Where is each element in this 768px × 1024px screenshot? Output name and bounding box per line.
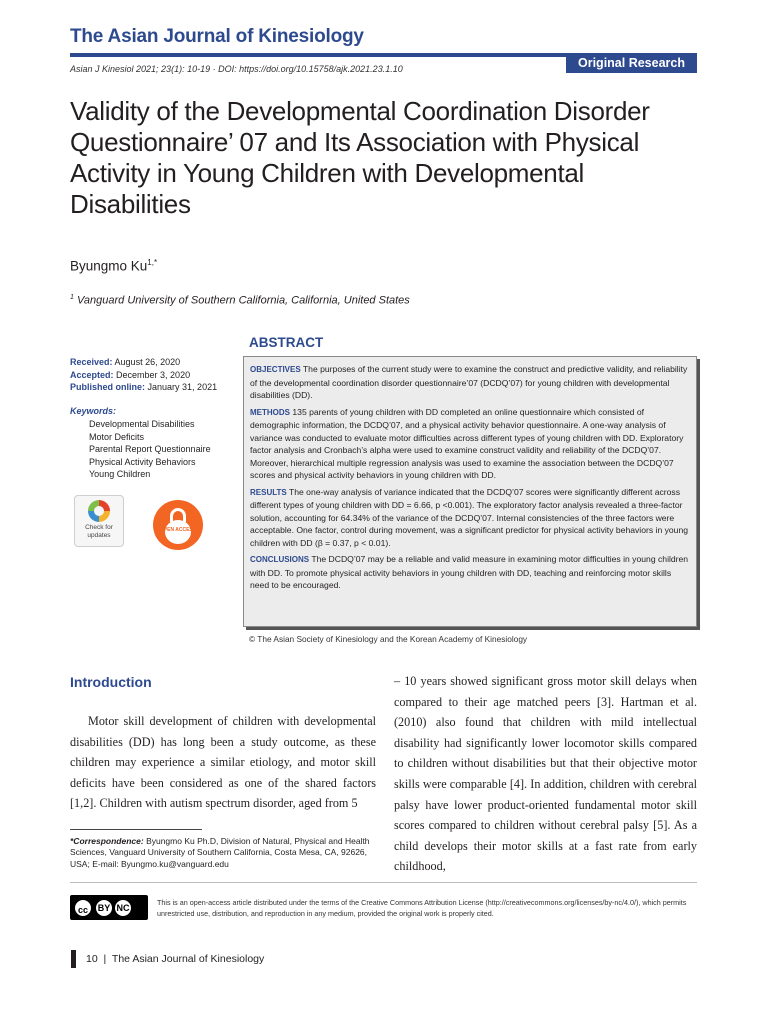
citation-line[interactable]: Asian J Kinesiol 2021; 23(1): 10-19 · DOI: https://doi.org/10.15758/ajk.2021.23.1.10 xyxy=(70,64,403,74)
crossmark-icon xyxy=(88,500,110,522)
keywords-list xyxy=(89,418,211,481)
article-dates xyxy=(70,356,217,394)
nc-icon: NC xyxy=(115,900,131,916)
check-for-updates-button[interactable] xyxy=(74,495,124,547)
open-access-icon xyxy=(153,500,203,550)
license-rule xyxy=(70,882,697,883)
keywords-heading: Keywords: xyxy=(70,406,117,416)
page-footer: 10 | The Asian Journal of Kinesiology xyxy=(86,953,265,965)
journal-name: The Asian Journal of Kinesiology xyxy=(70,26,364,47)
abstract-objectives: OBJECTIVES The purposes of the current study were to examine the construct and predictive validity, and reliability of the developmental coordination disorder questionnaire’07 (DCDQ’07) for young children with developmental disabilities (DD). xyxy=(250,364,688,400)
footer-journal: The Asian Journal of Kinesiology xyxy=(111,953,265,965)
affiliation-sup: 1 xyxy=(70,294,74,301)
published-date: Published online: January 31, 2021 xyxy=(70,382,218,392)
affiliation xyxy=(70,294,410,307)
abstract-results: RESULTS The one-way analysis of variance indicated that the DCDQ’07 scores were significantly different across different types of young children with DD = 6.66, p <0.001). The exploratory factor analysis revealed a three-factor solution, accounting for 64.34% of the variance of the DCDQ’07. Internal consistencies of the three factors were acceptable. One factor, control during movement, was a significant predictor for physical activity behaviors in young children with DD (β = 0.37, p < 0.01). xyxy=(250,486,689,548)
abstract-methods: METHODS 135 parents of young children with DD completed an online questionnaire which consisted of demographic information, the DCDQ’07, and a physical activity behavior questionnaire. A one-way analysis of variance was conducted to evaluate motor difficulties across different types of young children with DD. Exploratory factor analysis and Cronbach’s alpha were used to examine construct validity and reliability of the DCDQ’07. Moreover, hierarchical multiple regression analysis was used to examine the association between the DCDQ’07 scores and physical activity behaviors in young children with DD. xyxy=(250,406,684,480)
abstract-box xyxy=(243,356,697,627)
abstract-heading: ABSTRACT xyxy=(249,335,324,350)
check-for-updates-label: Check for updates xyxy=(85,524,113,539)
article-title: Validity of the Developmental Coordination Disorder Questionnaire’ 07 and Its Association with Physical Activity in Young Children with Developmental Disabilities xyxy=(70,96,650,219)
by-icon: BY xyxy=(96,900,112,916)
open-access-label: OPEN ACCESS xyxy=(159,527,197,533)
keyword-item: Young Children xyxy=(89,469,151,480)
correspondence-footnote: *Correspondence: Byungmo Ku Ph.D, Division of Natural, Physical and Health Sciences, Vanguard University of Southern California, Costa Mesa, CA, 92626, USA; E-mail: Byungmo.ku@vanguard.edu xyxy=(70,836,370,869)
cc-by-nc-icon[interactable] xyxy=(70,895,148,920)
author-line xyxy=(70,258,157,274)
page-number: 10 xyxy=(86,953,98,965)
license-text: This is an open-access article distributed under the terms of the Creative Commons Attribution License (http://creativecommons.org/licenses/by-nc/4.0/), which permits unrestricted use, distribution, and reproduction in any medium, provided the original work is properly cited. xyxy=(157,898,687,918)
keyword-item: Physical Activity Behaviors xyxy=(89,456,196,467)
cc-icon: cc xyxy=(73,898,93,918)
body-column-left: Motor skill development of children with developmental disabilities (DD) has long been a study outcome, as these children may experience a similar etiology, and motor skill deficits have been considered as one of the shared factors [1,2]. Children with autism spectrum disorder, aged from 5 xyxy=(70,714,376,811)
keyword-item: Parental Report Questionnaire xyxy=(89,444,211,455)
footnote-rule xyxy=(70,829,202,830)
copyright-line: © The Asian Society of Kinesiology and the Korean Academy of Kinesiology xyxy=(249,634,528,644)
abstract-conclusions: CONCLUSIONS The DCDQ’07 may be a reliable and valid measure in examining motor difficulties in young children with DD. To promote physical activity behaviors in young children with DD, teaching and reinforcing motor skills need to be encouraged. xyxy=(250,554,689,590)
body-column-right: – 10 years showed significant gross motor skill delays when compared to their age matched peers [3]. Hartman et al. (2010) also found that children with mild intellectual disability had significantly lower locomotor skills compared to children without disabilities but that their objective motor skills were comparable [4]. In addition, children with cerebral palsy have lower product-oriented fundamental motor skill scores compared to children without cerebral palsy [5]. As a child develops their motor skills at a fast rate from early childhood, xyxy=(394,674,697,874)
accepted-date: Accepted: December 3, 2020 xyxy=(70,369,191,380)
page-number-bar xyxy=(71,950,76,968)
author-sup: 1,* xyxy=(147,258,158,267)
author-name[interactable]: Byungmo Ku xyxy=(70,258,148,274)
affiliation-text: Vanguard University of Southern California, California, United States xyxy=(76,294,410,307)
received-date: Received: August 26, 2020 xyxy=(70,357,181,367)
keyword-item: Motor Deficits xyxy=(89,431,145,442)
article-type-badge: Original Research xyxy=(566,53,697,73)
introduction-heading: Introduction xyxy=(70,674,152,690)
keyword-item: Developmental Disabilities xyxy=(89,419,195,429)
